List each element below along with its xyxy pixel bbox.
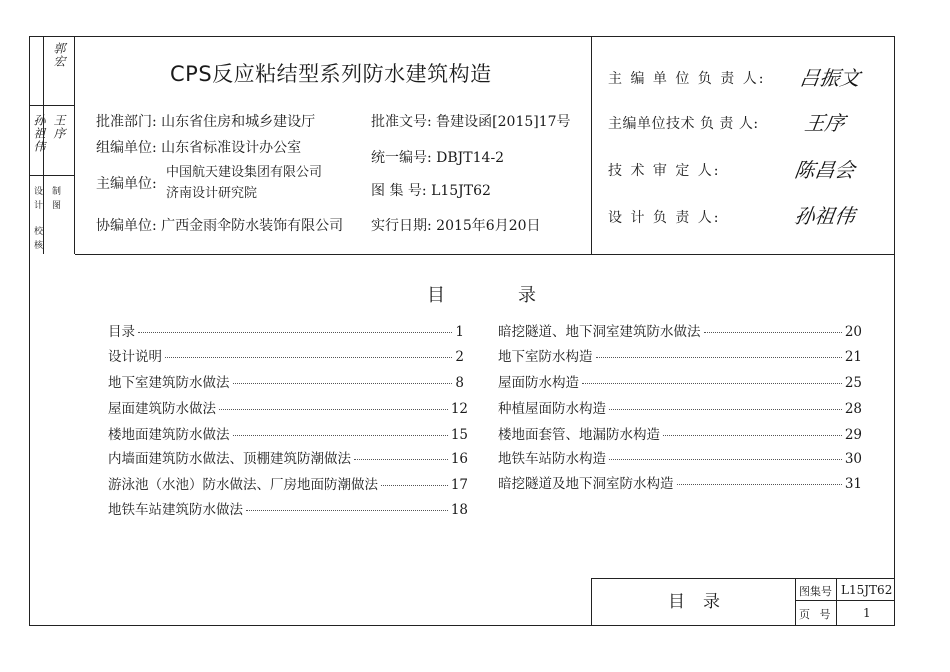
sig-label-chief: 主 编 单 位 负 责 人: bbox=[608, 71, 766, 87]
strip-label-draw: 制 图 bbox=[50, 186, 60, 210]
sig-label-review: 技 术 审 定 人: bbox=[608, 163, 721, 179]
sig-design: 孙祖伟 bbox=[793, 204, 857, 228]
toc-item[interactable]: 屋面防水构造 25 bbox=[498, 375, 862, 391]
co-editor: 协编单位: 广西金雨伞防水装饰有限公司 bbox=[96, 218, 344, 234]
sig-review: 陈昌会 bbox=[793, 158, 857, 182]
toc-item[interactable]: 暗挖隧道、地下洞室建筑防水做法 20 bbox=[498, 324, 862, 340]
toc-item[interactable]: 楼地面套管、地漏防水构造 29 bbox=[498, 427, 862, 443]
title-block-left bbox=[591, 578, 592, 626]
toc-title-right: 录 bbox=[518, 285, 536, 306]
title-block-mid bbox=[795, 578, 796, 626]
toc-item[interactable]: 楼地面建筑防水做法 15 bbox=[108, 427, 468, 443]
title-block-row bbox=[795, 600, 895, 601]
toc-item[interactable]: 地下室防水构造 21 bbox=[498, 349, 862, 365]
strip-sign-design: 王序 bbox=[52, 114, 66, 140]
editor-label: 主编单位: bbox=[96, 176, 157, 192]
sig-label-design: 设 计 负 责 人: bbox=[608, 210, 721, 226]
effective-date: 实行日期: 2015年6月20日 bbox=[371, 218, 541, 234]
sig-label-tech: 主编单位技术 负 责 人: bbox=[608, 116, 759, 132]
strip-label-check: 校 核 bbox=[32, 226, 42, 250]
toc-item[interactable]: 屋面建筑防水做法 12 bbox=[108, 401, 468, 417]
toc-item[interactable]: 游泳池（水池）防水做法、厂房地面防潮做法 17 bbox=[108, 477, 468, 493]
atlas-value: L15JT62 bbox=[841, 583, 893, 597]
toc-item[interactable]: 地铁车站建筑防水做法 18 bbox=[108, 502, 468, 518]
approval-no: 批准文号: 鲁建设函[2015]17号 bbox=[371, 114, 571, 130]
toc-title-left: 目 bbox=[427, 285, 445, 306]
side-signature-strip bbox=[29, 36, 75, 254]
toc-item[interactable]: 地铁车站防水构造 30 bbox=[498, 451, 862, 467]
atlas-no: 图 集 号: L15JT62 bbox=[371, 183, 491, 199]
atlas-label: 图集号 bbox=[799, 585, 832, 598]
title-block-top bbox=[591, 578, 895, 579]
title-block-mid2 bbox=[836, 578, 837, 626]
page-label: 页 号 bbox=[799, 608, 834, 621]
page-value: 1 bbox=[863, 606, 871, 620]
toc-item[interactable]: 目录 1 bbox=[108, 324, 464, 340]
approval-dept: 批准部门: 山东省住房和城乡建设厅 bbox=[96, 114, 316, 130]
toc-item[interactable]: 内墙面建筑防水做法、顶棚建筑防潮做法 16 bbox=[108, 451, 468, 467]
strip-sign-draw: 孙祖伟 bbox=[32, 114, 46, 153]
editor-line1: 中国航天建设集团有限公司 bbox=[166, 165, 323, 180]
header-divider bbox=[591, 36, 592, 254]
unified-no: 统一编号: DBJT14-2 bbox=[371, 150, 505, 166]
toc-item[interactable]: 暗挖隧道及地下洞室防水构造 31 bbox=[498, 476, 862, 492]
compile-org: 组编单位: 山东省标准设计办公室 bbox=[96, 140, 302, 156]
editor-line2: 济南设计研究院 bbox=[166, 186, 258, 201]
toc-item[interactable]: 设计说明 2 bbox=[108, 349, 464, 365]
sig-chief: 吕振文 bbox=[798, 66, 862, 90]
page-title: CPS反应粘结型系列防水建筑构造 bbox=[170, 62, 492, 86]
header-bottom-line bbox=[75, 254, 895, 255]
toc-item[interactable]: 地下室建筑防水做法 8 bbox=[108, 375, 464, 391]
toc-item[interactable]: 种植屋面防水构造 28 bbox=[498, 401, 862, 417]
strip-sign-check: 郭宏 bbox=[52, 42, 66, 68]
sig-tech: 王序 bbox=[803, 111, 847, 135]
strip-label-design: 设 计 bbox=[32, 186, 42, 210]
sheet-name: 目录 bbox=[668, 592, 738, 612]
